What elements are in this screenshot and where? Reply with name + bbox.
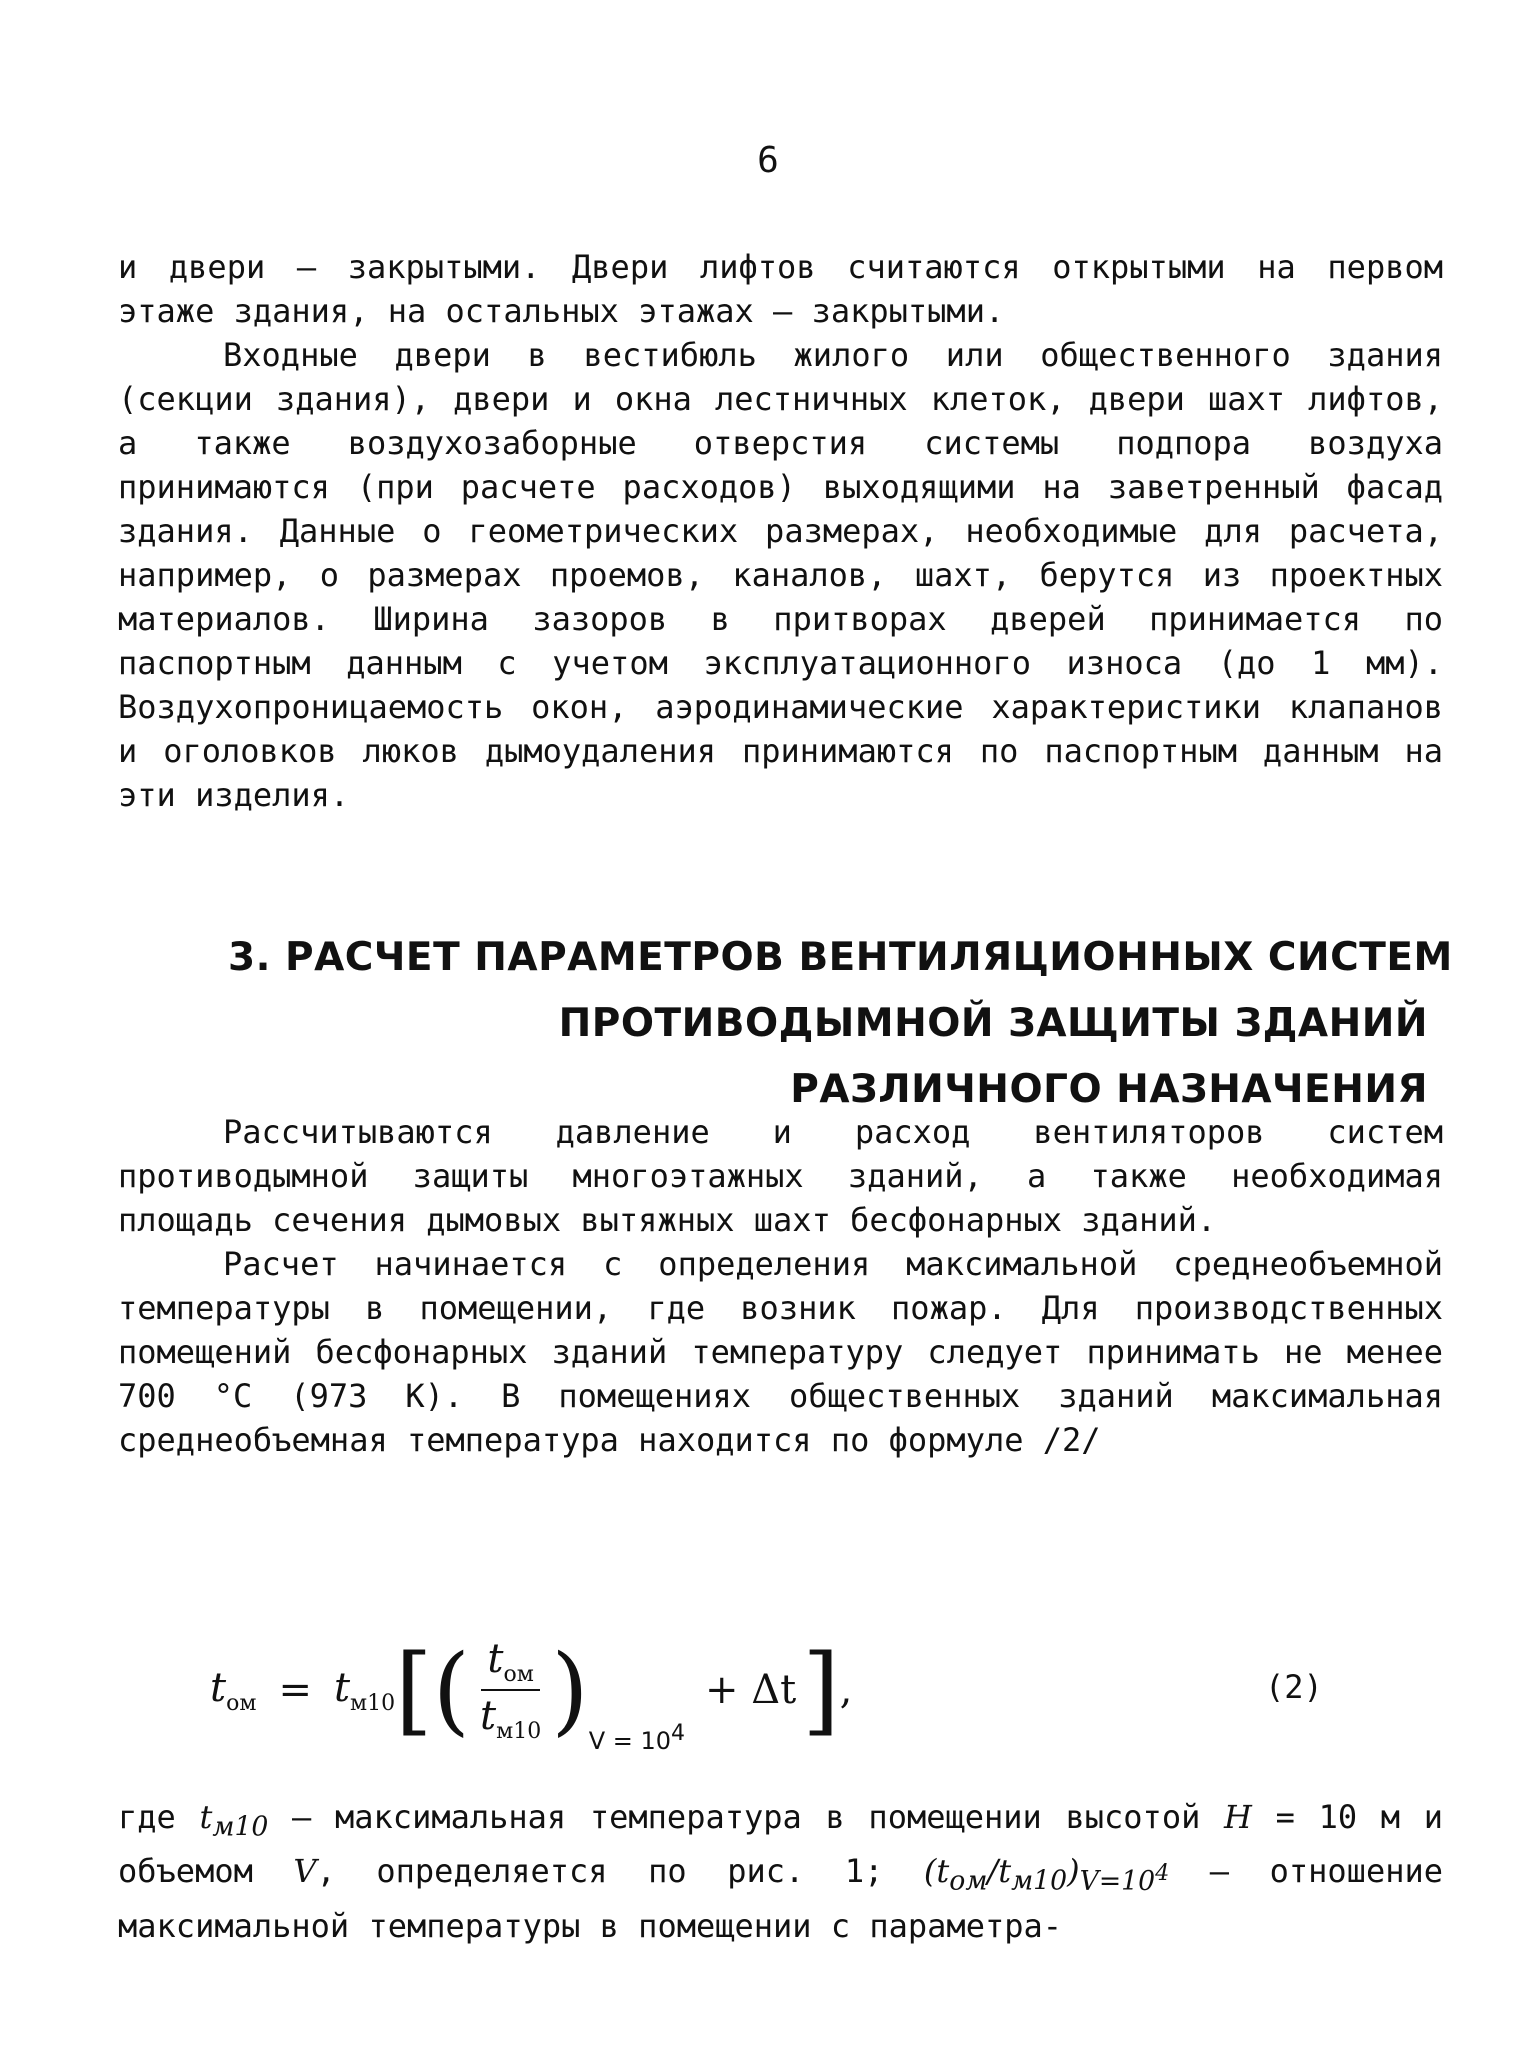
formula-plus-delta-t: + Δt — [705, 1667, 797, 1713]
paragraph-doors-and-dimensions: Входные двери в вестибюль жилого или общественного здания (секции здания), двери и окна лестничных клеток, двери шахт лифтов, а также воздухозаборные отверстия системы подпора воздуха принимаются (при расчете расходов) выходящими на заветренный фасад здания. Данные о геометрических размерах, необходимые для расчета, например, о размерах проемов, каналов, шахт, берутся из проектных материалов. Ширина зазоров в притворах дверей принимается по паспортным данным с учетом эксплуатационного износа (до 1 мм). Воздухопроницаемость окон, аэродинамические характеристики клапанов и оголовков люков дымоудаления принимаются по паспортным данным на эти изделия. — [118, 336, 1443, 814]
text-block-bottom — [118, 1795, 1443, 1948]
text-block-middle — [118, 1110, 1443, 1462]
text-block-top — [118, 245, 1443, 817]
paragraph-temperature-calculation: Расчет начинается с определения максимальной среднеобъемной температуры в помещении, где возник пожар. Для производственных помещений бесфонарных зданий температуру следует принимать не менее 700 °С (973 К). В помещениях общественных зданий максимальная среднеобъемная температура находится по формуле /2/ — [118, 1245, 1443, 1459]
explanation-part-4: , определяется по рис. 1; — [316, 1852, 924, 1891]
explanation-part-3: = 10 м и объемом — [118, 1798, 1444, 1891]
paragraph-calculated-parameters: Рассчитываются давление и расход вентиляторов систем противодымной защиты многоэтажных зданий, а также необходимая площадь сечения дымовых вытяжных шахт бесфонарных зданий. — [118, 1113, 1443, 1239]
paragraph-formula-explanation — [118, 1795, 1443, 1948]
formula-close-bracket: ] — [802, 1634, 840, 1746]
formula-open-paren: ( — [432, 1634, 471, 1746]
section-heading — [228, 925, 1453, 1123]
page-number: 6 — [757, 140, 779, 181]
formula-numerator: $t_{ом}$ — [481, 1636, 539, 1691]
formula-condition: $V = 10^4$ — [588, 1721, 686, 1755]
formula-close-paren: ) — [551, 1634, 589, 1746]
formula-open-bracket: [ — [395, 1634, 433, 1746]
section-heading-line-1: 3. РАСЧЕТ ПАРАМЕТРОВ ВЕНТИЛЯЦИОННЫХ СИСТЕМ — [228, 935, 1453, 980]
formula-fraction — [474, 1636, 547, 1744]
formula-factor: $t_{м10}$ — [333, 1664, 396, 1716]
symbol-ratio: $(t_{ом}/t_{м10})_{V=10^4}$ — [923, 1852, 1170, 1897]
formula-comma: , — [839, 1667, 853, 1713]
formula-number: (2) — [1265, 1668, 1323, 1706]
formula-denominator: $t_{м10}$ — [480, 1693, 542, 1744]
symbol-v: V — [293, 1852, 317, 1891]
paragraph-continuation: и двери – закрытыми. Двери лифтов считаются открытыми на первом этаже здания, на остальных этажах – закрытыми. — [118, 248, 1443, 330]
formula-equals: = — [278, 1667, 312, 1713]
section-heading-line-3: РАЗЛИЧНОГО НАЗНАЧЕНИЯ — [790, 1067, 1428, 1112]
explanation-part-5: – отношение максимальной температуры в помещении с параметра- — [118, 1852, 1444, 1945]
formula-2 — [210, 1615, 852, 1765]
symbol-h: H — [1224, 1798, 1252, 1836]
formula-lhs: $t_{ом}$ — [210, 1664, 257, 1716]
explanation-part-1: где — [118, 1798, 200, 1836]
explanation-part-2: – максимальная температура в помещении высотой — [268, 1798, 1225, 1836]
symbol-t-m10: $t_{м10}$ — [199, 1798, 269, 1843]
section-heading-line-2: ПРОТИВОДЫМНОЙ ЗАЩИТЫ ЗДАНИЙ — [558, 1001, 1428, 1046]
